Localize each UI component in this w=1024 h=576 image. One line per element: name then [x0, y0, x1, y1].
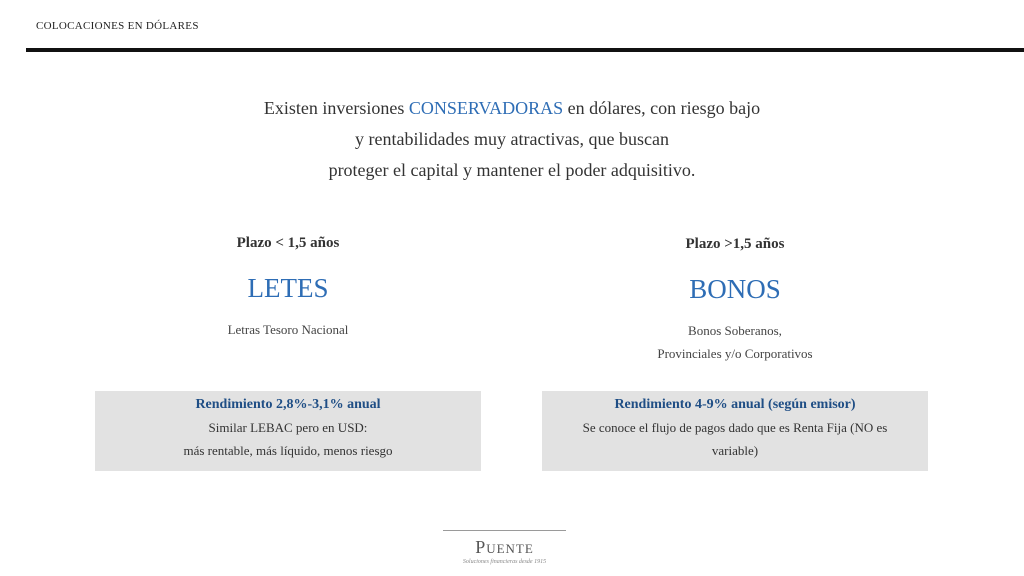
bonos-description-line: Provinciales y/o Corporativos [657, 346, 813, 361]
intro-line-2: y rentabilidades muy atractivas, que buscan [355, 129, 669, 149]
bonos-yield-line: Se conoce el flujo de pagos dado que es Renta Fija (NO es [582, 420, 888, 435]
letes-yield-title: Rendimiento 2,8%-3,1% anual [195, 397, 381, 412]
intro-line-1 [0, 93, 1024, 124]
header-divider [26, 48, 1024, 52]
letes-term: Plazo < 1,5 años [236, 235, 340, 251]
intro-line-1-start: Existen inversiones [263, 98, 409, 118]
intro-line-3: proteger el capital y mantener el poder adquisitivo. [328, 160, 696, 180]
letes-column [95, 230, 481, 341]
bonos-term: Plazo >1,5 años [685, 236, 785, 252]
footer-divider [443, 530, 566, 531]
logo-name: Puente [475, 537, 534, 557]
letes-yield-line: Similar LEBAC pero en USD: [208, 420, 368, 435]
letes-description-line: Letras Tesoro Nacional [227, 322, 349, 337]
bonos-title: BONOS [689, 274, 781, 304]
intro-line-1-end: en dólares, con riesgo bajo [563, 98, 761, 118]
bonos-description-line: Bonos Soberanos, [688, 323, 782, 338]
bonos-column [542, 230, 928, 365]
letes-yield-line: más rentable, más líquido, menos riesgo [183, 443, 393, 458]
letes-description [95, 318, 481, 341]
letes-yield-box [95, 391, 481, 471]
intro-text [0, 93, 1024, 186]
intro-highlight: CONSERVADORAS [408, 98, 564, 118]
letes-title: LETES [247, 273, 329, 303]
puente-logo [443, 536, 566, 566]
bonos-yield-line: variable) [711, 443, 759, 458]
bonos-description [542, 319, 928, 365]
logo-tagline: Soluciones financieras desde 1915 [462, 559, 547, 565]
bonos-yield-title: Rendimiento 4-9% anual (según emisor) [614, 397, 856, 412]
bonos-yield-box [542, 391, 928, 471]
section-label: COLOCACIONES EN DÓLARES [36, 20, 199, 32]
